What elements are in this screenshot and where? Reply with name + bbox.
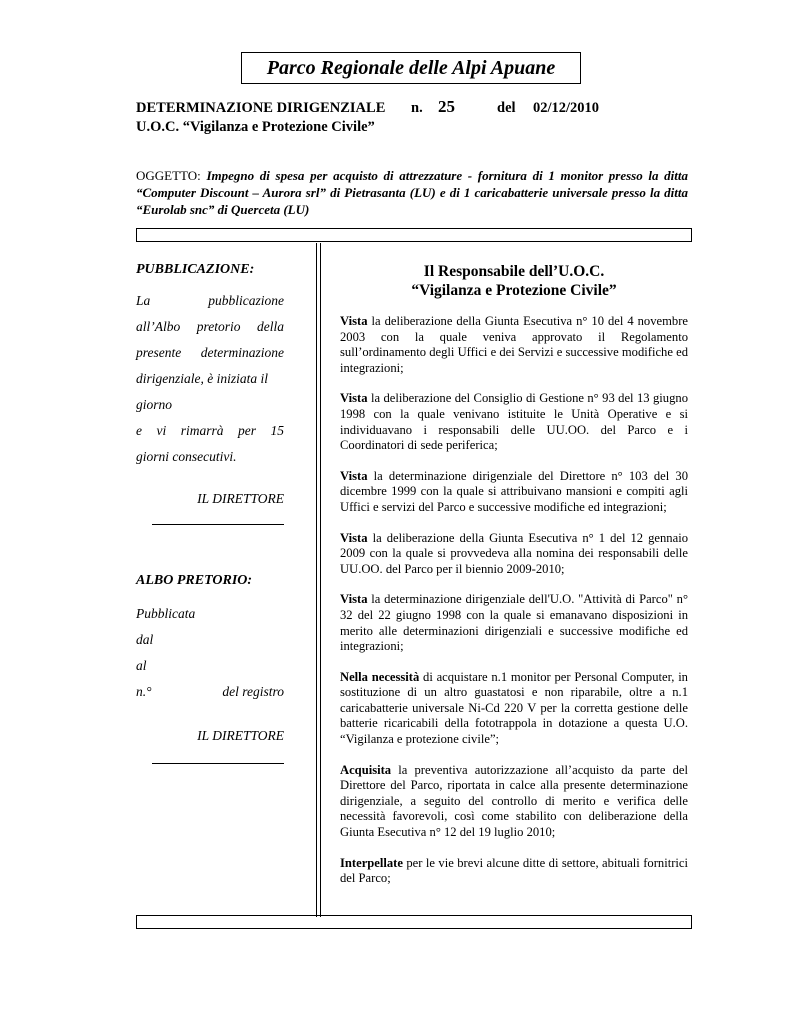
right-column	[340, 262, 688, 887]
albo-line-4	[136, 679, 284, 705]
paragraph-lead: Vista	[340, 468, 368, 483]
publication-heading: PUBBLICAZIONE:	[136, 262, 255, 277]
paragraph-lead: Vista	[340, 314, 368, 328]
column-divider-right	[320, 243, 321, 917]
publication-line-5: giorno	[136, 397, 173, 412]
paragraph-lead: Vista	[340, 592, 368, 607]
publication-line-1	[136, 288, 284, 314]
paragraph-text: la determinazione dirigenziale del Direttore n° 103 del 30 dicembre 1999 con la quale si attribuivano mansioni e compiti agli Uffici e servizi del Parco e successive modifiche ed integrazioni;	[340, 468, 688, 514]
paragraph-lead: Interpellate	[340, 855, 403, 870]
responsible-heading-line-2: “Vigilanza e Protezione Civile”	[411, 282, 617, 299]
responsible-heading-line-1: Il Responsabile dell’U.O.C.	[423, 263, 605, 280]
paragraph	[340, 314, 688, 376]
paragraph-lead: Vista	[340, 530, 368, 545]
paragraph-lead: Vista	[340, 391, 368, 406]
paragraph-text: per le vie brevi alcune ditte di settore, abituali fornitrici del Parco;	[340, 855, 688, 886]
paragraph	[340, 391, 688, 453]
paragraph-text: la preventiva autorizzazione all’acquisto da parte del Direttore del Parco, riportata in calce alla presente determinazione dirigenziale, a seguito del controllo di merito e verifica delle necessità favorevoli, così come stabilito con deliberazione della Giunta Esecutiva n° 12 del 19 luglio 2010;	[340, 762, 688, 840]
paragraph	[340, 670, 688, 748]
uoc-line: U.O.C. “Vigilanza e Protezione Civile”	[136, 119, 375, 135]
document-title	[241, 52, 581, 84]
bottom-divider-bar	[136, 915, 692, 929]
paragraph	[340, 469, 688, 516]
signature-line-1	[152, 524, 284, 525]
responsible-heading	[340, 262, 688, 300]
paragraph-text: di acquistare n.1 monitor per Personal Computer, in sostituzione di un altro guastatosi e non riparabile, oltre a n.1 caricabatterie universale Ni-Cd 220 V per la corretta gestione delle batterie ricaricabili della fototrappola in dotazione a questa U.O. “Vigilanza e protezione civile”;	[340, 669, 688, 747]
paragraph	[340, 592, 688, 654]
publication-line-4: dirigenziale, è iniziata il	[136, 371, 268, 386]
paragraph-text: la deliberazione del Consiglio di Gestione n° 93 del 13 giugno 1998 con la quale venivano istituite le Unità Operative e si individuavano i responsabili delle UU.OO. del Parco e i Coordinatori di sede periferica;	[340, 391, 688, 453]
date-label: del	[497, 100, 516, 116]
number-label: n.	[411, 100, 423, 116]
albo-heading: ALBO PRETORIO:	[136, 573, 253, 588]
subject-label: OGGETTO:	[136, 168, 201, 183]
publication-line-6: e vi rimarrà per 15	[136, 423, 284, 438]
publication-line-1b: pubblicazione	[208, 293, 284, 308]
determination-date: 02/12/2010	[533, 100, 600, 116]
subject-block	[136, 167, 688, 218]
left-column	[136, 262, 284, 764]
determination-number: 25	[438, 97, 455, 116]
determination-label: DETERMINAZIONE DIRIGENZIALE	[136, 100, 386, 116]
publication-line-2: all’Albo pretorio della	[136, 319, 284, 334]
subject-text: Impegno di spesa per acquisto di attrezzature - fornitura di 1 monitor presso la ditta “Computer Discount – Aurora srl” di Pietrasanta (LU) e di 1 caricabatterie universale presso la ditta “Eurolab snc” di Querceta (LU)	[136, 168, 689, 217]
albo-line-1: Pubblicata	[136, 606, 196, 621]
publication-line-1a: La	[136, 293, 151, 308]
albo-line-3: al	[136, 658, 147, 673]
albo-line-4b: del registro	[222, 684, 284, 699]
paragraph	[340, 856, 688, 887]
paragraph	[340, 531, 688, 578]
column-divider-left	[316, 243, 317, 917]
director-label-2: IL DIRETTORE	[197, 728, 284, 743]
paragraph-lead: Acquisita	[340, 762, 392, 777]
publication-line-7: giorni consecutivi.	[136, 449, 237, 464]
albo-line-2: dal	[136, 632, 154, 647]
albo-line-4a: n.°	[136, 684, 152, 699]
director-label-1: IL DIRETTORE	[197, 491, 284, 506]
publication-line-3: presente determinazione	[136, 345, 284, 360]
paragraph-text: la deliberazione della Giunta Esecutiva n° 1 del 12 gennaio 2009 con la quale si provvedeva alla nomina dei responsabili delle UU.OO. del Parco per il biennio 2009-2010;	[340, 530, 688, 576]
paragraph-text: la determinazione dirigenziale dell'U.O. "Attività di Parco" n° 32 del 22 giugno 1998 con la quale si emanavano disposizioni in merito alle determinazioni dirigenziali e successive modifiche ed integrazioni;	[340, 592, 688, 654]
signature-line-2	[152, 763, 284, 764]
top-divider-bar	[136, 228, 692, 242]
paragraph	[340, 763, 688, 841]
paragraph-text: la deliberazione della Giunta Esecutiva n° 10 del 4 novembre 2003 con la quale veniva approvato il Regolamento sull’ordinamento degli Uffici e dei Servizi e successive modifiche ed integrazioni;	[340, 314, 688, 375]
paragraph-lead: Nella necessità	[340, 669, 420, 684]
title-text: Parco Regionale delle Alpi Apuane	[266, 56, 556, 79]
